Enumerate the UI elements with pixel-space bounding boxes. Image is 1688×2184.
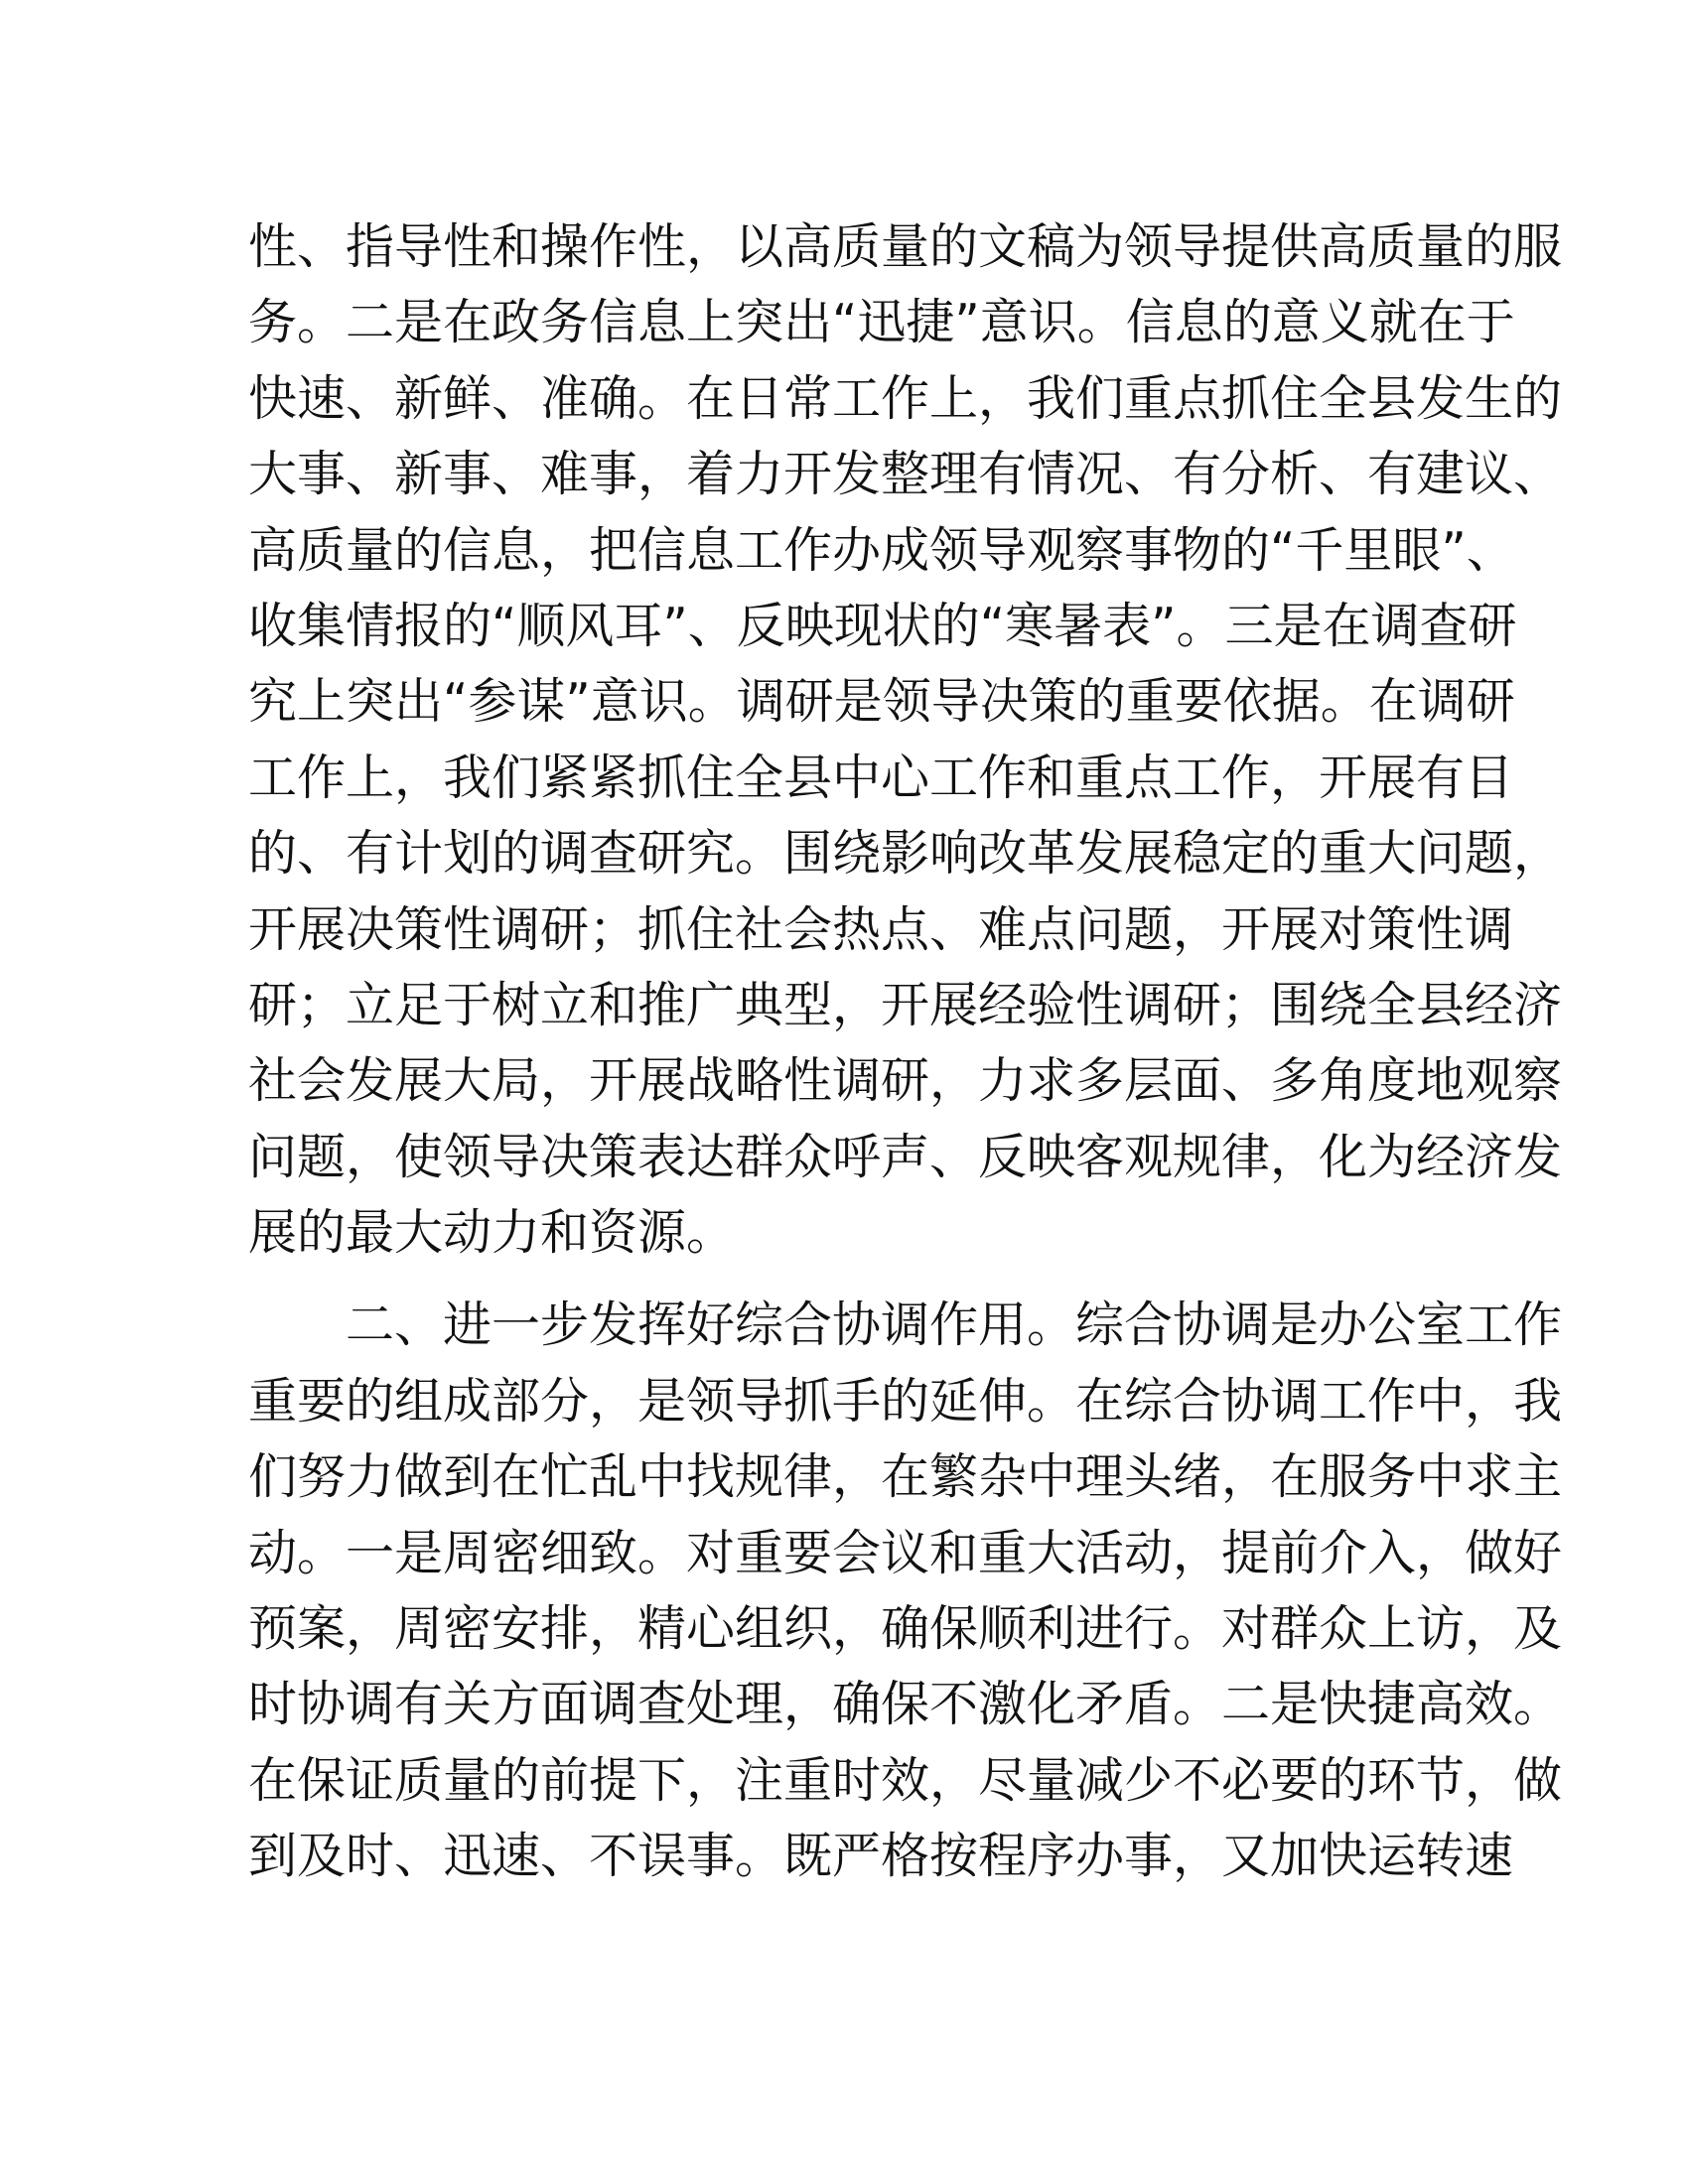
paragraph-line: 在保证质量的前提下，注重时效，尽量减少不必要的环节，做 — [248, 1751, 1563, 1809]
paragraph-line: 重要的组成部分，是领导抓手的延伸。在综合协调工作中，我 — [248, 1372, 1563, 1430]
paragraph-first-line: 二、进一步发挥好综合协调作用。综合协调是办公室工作 — [346, 1297, 1563, 1354]
paragraph-line: 究上突出“参谋”意识。调研是领导决策的重要依据。在调研 — [248, 673, 1515, 731]
paragraph-line: 快速、新鲜、准确。在日常工作上，我们重点抓住全县发生的 — [248, 369, 1563, 427]
paragraph-line: 们努力做到在忙乱中找规律，在繁杂中理头绪，在服务中求主 — [248, 1448, 1563, 1506]
paragraph-spacer — [248, 1271, 1440, 1288]
paragraph-2 — [248, 1288, 1563, 1894]
paragraph-line: 高质量的信息，把信息工作办成领导观察事物的“千里眼”、 — [248, 521, 1515, 579]
paragraph-line: 预案，周密安排，精心组织，确保顺利进行。对群众上访，及 — [248, 1600, 1563, 1658]
paragraph-line: 工作上，我们紧紧抓住全县中心工作和重点工作，开展有目 — [248, 749, 1514, 806]
paragraph-line: 到及时、迅速、不误事。既严格按程序办事，又加快运转速 — [248, 1828, 1514, 1885]
paragraph-line: 大事、新事、难事，着力开发整理有情况、有分析、有建议、 — [248, 446, 1563, 503]
paragraph-line: 的、有计划的调查研究。围绕影响改革发展稳定的重大问题， — [248, 825, 1563, 883]
paragraph-line: 研；立足于树立和推广典型，开展经验性调研；围绕全县经济 — [248, 976, 1563, 1033]
document-body — [248, 209, 1563, 1895]
paragraph-line: 收集情报的“顺风耳”、反映现状的“寒暑表”。三是在调查研 — [248, 597, 1517, 654]
paragraph-line: 时协调有关方面调查处理，确保不激化矛盾。二是快捷高效。 — [248, 1676, 1563, 1733]
paragraph-line: 开展决策性调研；抓住社会热点、难点问题，开展对策性调 — [248, 900, 1514, 958]
paragraph-line: 动。一是周密细致。对重要会议和重大活动，提前介入，做好 — [248, 1524, 1563, 1581]
paragraph-1 — [248, 209, 1563, 1271]
paragraph-line: 问题，使领导决策表达群众呼声、反映客观规律，化为经济发 — [248, 1128, 1563, 1185]
paragraph-line: 展的最大动力和资源。 — [248, 1204, 736, 1262]
paragraph-line: 社会发展大局，开展战略性调研，力求多层面、多角度地观察 — [248, 1052, 1563, 1110]
paragraph-line: 性、指导性和操作性，以高质量的文稿为领导提供高质量的服 — [248, 218, 1563, 275]
paragraph-line: 务。二是在政务信息上突出“迅捷”意识。信息的意义就在于 — [248, 294, 1515, 351]
